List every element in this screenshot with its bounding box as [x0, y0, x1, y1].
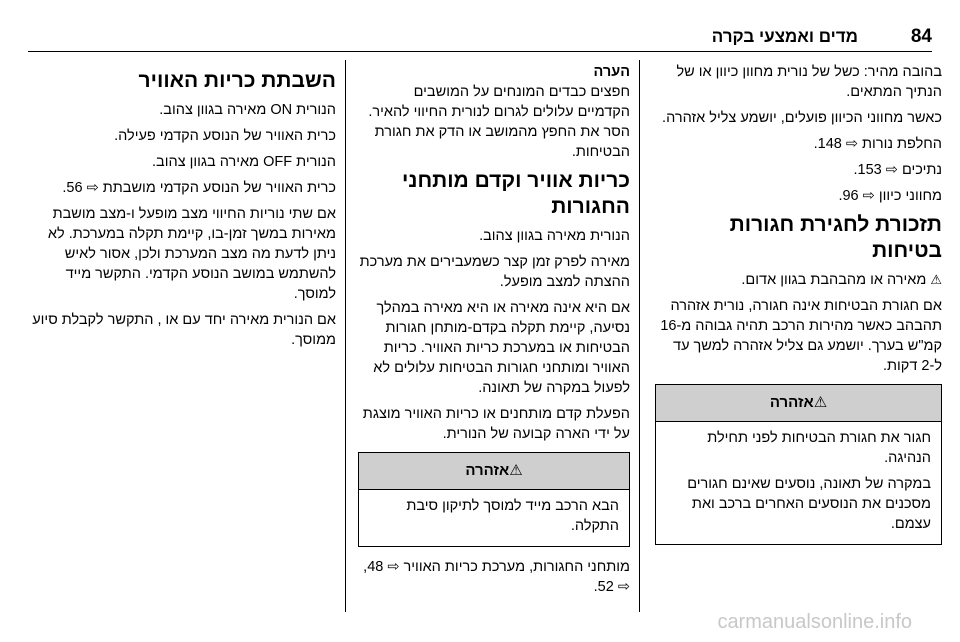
- paragraph: ⚠ מאירה או מהבהבת בגוון אדום.: [741, 272, 942, 288]
- column-divider: [639, 60, 640, 612]
- warning-body: [359, 490, 629, 546]
- paragraph: הפעלת קדם מותחנים או כריות האוויר מוצגת על ידי הארה קבועה של הנורית.: [362, 406, 630, 442]
- paragraph: אם הנורית מאירה יחד עם או , התקשר לקבלת סיוע ממוסך.: [32, 312, 336, 348]
- warning-header: ⚠אזהרה: [359, 453, 629, 490]
- section-heading: תזכורת לחגירת חגורות בטיחות: [729, 213, 942, 262]
- warning-box: [655, 384, 942, 545]
- paragraph: הבא הרכב מייד למוסך לתיקון סיבת התקלה.: [406, 498, 619, 534]
- paragraph: במקרה של תאונה, נוסעים שאינם חגורים מסכנים את הנוסעים האחרים ברכב ואת עצמם.: [687, 476, 931, 532]
- paragraph: מחווני כיוון ⇨ 96.: [838, 188, 942, 204]
- paragraph: כרית האוויר של הנוסע הקדמי מושבתת ⇨ 56.: [62, 180, 336, 196]
- paragraph: כרית האוויר של הנוסע הקדמי פעילה.: [114, 128, 336, 144]
- note-text: חפצים כבדים המונחים על המושבים הקדמיים עלולים לגרום לנורית החיווי להאיר. הסר את החפץ מהמושב או הדק את חגורת הבטיחות.: [368, 84, 630, 160]
- warning-body: [656, 422, 941, 544]
- paragraph: אם חגורת הבטיחות אינה חגורה, נורית אזהרה תהבהב כאשר מהירות הרכב תהיה גבוהה מ-16 קמ"ש בערך. יושמע גם צליל אזהרה למשך עד ל-2 דקות.: [660, 298, 942, 374]
- section-heading: כריות אוויר וקדם מותחני החגורות: [402, 169, 630, 218]
- paragraph: החלפת נורות ⇨ 148.: [813, 136, 942, 152]
- seatbelt-icon: ⚠: [930, 272, 942, 287]
- paragraph: כאשר מחווני הכיוון פועלים, יושמע צליל אזהרה.: [662, 110, 942, 126]
- paragraph: הנורית מאירה בגוון צהוב.: [479, 228, 630, 244]
- column-divider: [345, 60, 346, 612]
- paragraph: הנורית OFF מאירה בגוון צהוב.: [152, 154, 336, 170]
- warning-box: [358, 452, 630, 547]
- page-title: מדים ואמצעי בקרה: [711, 27, 858, 46]
- note-title: הערה: [593, 64, 630, 80]
- section-heading: השבתת כריות האוויר: [138, 69, 336, 92]
- paragraph: אם שתי נוריות החיווי מצב מופעל ו-מצב מושבת מאירות במשך זמן-בו, קיימת תקלה במערכת. לא ניתן לדעת מה מצב המערכת ולכן, אסור לאיש להשתמש במושב הנוסע הקדמי. התקשר מייד למוסך.: [47, 206, 336, 302]
- header-divider: [28, 51, 932, 52]
- column-left: [24, 62, 336, 356]
- paragraph: בהובה מהיר: כשל של נורית מחוון כיוון או של הנתיך המתאים.: [676, 64, 942, 100]
- warning-icon: ⚠: [813, 394, 828, 411]
- paragraph: חגור את חגורת הבטיחות לפני תחילת הנהיגה.: [707, 430, 931, 466]
- paragraph: מאירה לפרק זמן קצר כשמעבירים את מערכת ההצתה למצב מופעל.: [359, 254, 630, 290]
- paragraph: אם היא אינה מאירה או היא מאירה במהלך נסיעה, קיימת תקלה בקדם-מותחן חגורות הבטיחות או במערכת כריות האוויר. כריות האוויר ומותחני חגורות הבטיחות עלולים לא לפעול במקרה של תאונה.: [373, 300, 630, 396]
- column-middle: [358, 62, 630, 603]
- page-header: [28, 26, 932, 48]
- warning-icon: ⚠: [509, 462, 523, 479]
- paragraph: נתיכים ⇨ 153.: [853, 162, 942, 178]
- column-right: [655, 62, 942, 555]
- page-number: 84: [910, 26, 932, 47]
- watermark: carmanualsonline.info: [717, 611, 912, 633]
- warning-header: ⚠אזהרה: [656, 385, 941, 422]
- paragraph: הנורית ON מאירה בגוון צהוב.: [159, 102, 336, 118]
- paragraph: מותחני החגורות, מערכת כריות האוויר ⇨ 48, ⇨ 52.: [363, 559, 630, 595]
